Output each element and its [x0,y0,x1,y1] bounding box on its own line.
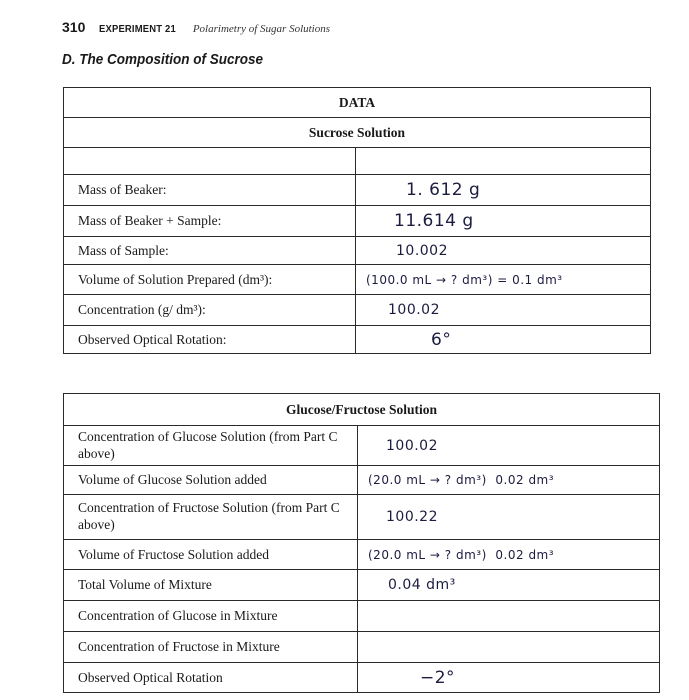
row-label: Concentration of Glucose in Mixture [64,601,358,632]
table-row [64,570,660,601]
handwritten-value[interactable]: 100.02 [358,426,660,466]
row-label: Volume of Glucose Solution added [64,466,358,495]
handwritten-value[interactable]: (20.0 mL → ? dm³) 0.02 dm³ [358,466,660,495]
handwritten-value[interactable]: 100.22 [358,495,660,540]
row-label: Volume of Fructose Solution added [64,540,358,570]
blank-label-cell [64,148,356,175]
table-row [64,663,660,693]
handwritten-value[interactable]: −2° [358,663,660,693]
table-row [64,175,651,206]
experiment-subtitle: Polarimetry of Sugar Solutions [192,23,331,35]
row-label: Concentration of Fructose in Mixture [64,632,358,663]
blank-value-cell [356,148,651,175]
handwritten-value[interactable]: 6° [356,326,651,354]
data-heading: DATA [64,88,651,118]
handwritten-value[interactable]: 11.614 g [356,206,651,237]
table-row [64,326,651,354]
glucose-fructose-heading: Glucose/Fructose Solution [64,394,660,426]
table-row [64,540,660,570]
row-label: Total Volume of Mixture [64,570,358,601]
table-row [64,237,651,265]
page-number: 310 [62,19,86,35]
row-label: Mass of Beaker + Sample: [64,206,356,237]
handwritten-value[interactable]: 100.02 [356,295,651,326]
sucrose-data-table [63,87,651,354]
handwritten-value[interactable]: 10.002 [356,237,651,265]
handwritten-value[interactable]: (20.0 mL → ? dm³) 0.02 dm³ [358,540,660,570]
table-row [64,295,651,326]
table-row [64,495,660,540]
section-title: D. The Composition of Sucrose [62,51,264,68]
row-label: Volume of Solution Prepared (dm³): [64,265,356,295]
page-header [62,19,330,35]
row-label: Observed Optical Rotation: [64,326,356,354]
table-row [64,466,660,495]
row-label: Concentration of Fructose Solution (from Part C above) [64,495,358,540]
handwritten-value[interactable] [358,601,660,632]
sucrose-solution-heading: Sucrose Solution [64,118,651,148]
row-label: Concentration of Glucose Solution (from Part C above) [64,426,358,466]
table-row [64,426,660,466]
experiment-label: EXPERIMENT 21 [99,23,177,35]
table-row [64,601,660,632]
glucose-fructose-table [63,393,660,693]
row-label: Mass of Sample: [64,237,356,265]
row-label: Mass of Beaker: [64,175,356,206]
handwritten-value[interactable]: 1. 612 g [356,175,651,206]
table-row [64,265,651,295]
row-label: Observed Optical Rotation [64,663,358,693]
table-row [64,632,660,663]
table-row [64,206,651,237]
row-label: Concentration (g/ dm³): [64,295,356,326]
handwritten-value[interactable]: (100.0 mL → ? dm³) = 0.1 dm³ [356,265,651,295]
handwritten-value[interactable]: 0.04 dm³ [358,570,660,601]
handwritten-value[interactable] [358,632,660,663]
